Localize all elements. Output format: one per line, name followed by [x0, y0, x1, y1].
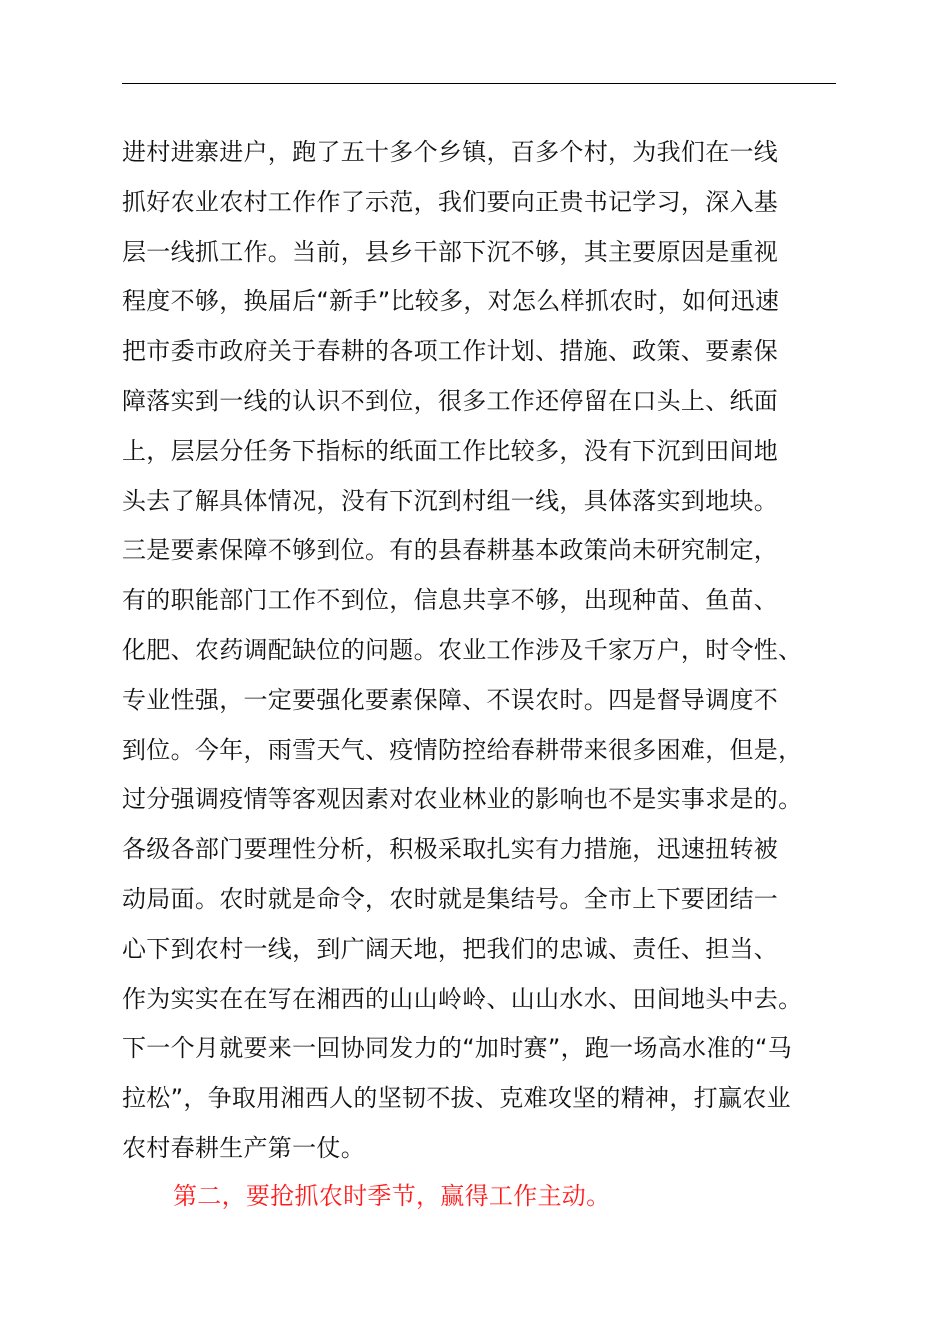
paragraph-line: 下一个月就要来一回协同发力的“加时赛”，跑一场高水准的“马 — [122, 1034, 792, 1063]
paragraph-line: 拉松”，争取用湘西人的坚韧不拔、克难攻坚的精神，打赢农业 — [122, 1084, 791, 1113]
paragraph-line: 上，层层分任务下指标的纸面工作比较多，没有下沉到田间地 — [122, 436, 779, 465]
paragraph-line: 程度不够，换届后“新手”比较多，对怎么样抓农时，如何迅速 — [122, 287, 780, 316]
paragraph-line: 专业性强，一定要强化要素保障、不误农时。四是督导调度不 — [122, 685, 779, 714]
paragraph-line: 抓好农业农村工作作了示范，我们要向正贵书记学习，深入基 — [122, 187, 779, 216]
paragraph-line: 障落实到一线的认识不到位，很多工作还停留在口头上、纸面 — [122, 386, 779, 415]
paragraph-line: 进村进寨进户，跑了五十多个乡镇，百多个村，为我们在一线 — [122, 138, 779, 166]
paragraph-line: 有的职能部门工作不到位，信息共享不够，出现种苗、鱼苗、 — [122, 586, 779, 615]
body-paragraph — [122, 128, 862, 1174]
paragraph-line: 心下到农村一线，到广阔天地，把我们的忠诚、责任、担当、 — [122, 934, 779, 963]
paragraph-line: 过分强调疫情等客观因素对农业林业的影响也不是实事求是的。 — [122, 785, 803, 814]
paragraph-line: 到位。今年，雨雪天气、疫情防控给春耕带来很多困难，但是， — [122, 735, 803, 764]
paragraph-line: 各级各部门要理性分析，积极采取扎实有力措施，迅速扭转被 — [122, 835, 779, 864]
section-heading: 第二，要抢抓农时季节，赢得工作主动。 — [173, 1182, 611, 1210]
paragraph-line: 动局面。农时就是命令，农时就是集结号。全市上下要团结一 — [122, 884, 779, 913]
paragraph-line: 农村春耕生产第一仗。 — [122, 1133, 365, 1162]
paragraph-line: 作为实实在在写在湘西的山山岭岭、山山水水、田间地头中去。 — [122, 984, 803, 1013]
header-rule — [122, 83, 836, 84]
paragraph-line: 三是要素保障不够到位。有的县春耕基本政策尚未研究制定， — [122, 536, 779, 565]
paragraph-line: 化肥、农药调配缺位的问题。农业工作涉及千家万户，时令性、 — [122, 635, 803, 664]
paragraph-line: 层一线抓工作。当前，县乡干部下沉不够，其主要原因是重视 — [122, 237, 779, 266]
paragraph-line: 把市委市政府关于春耕的各项工作计划、措施、政策、要素保 — [122, 337, 779, 366]
paragraph-line: 头去了解具体情况，没有下沉到村组一线，具体落实到地块。 — [122, 486, 779, 515]
